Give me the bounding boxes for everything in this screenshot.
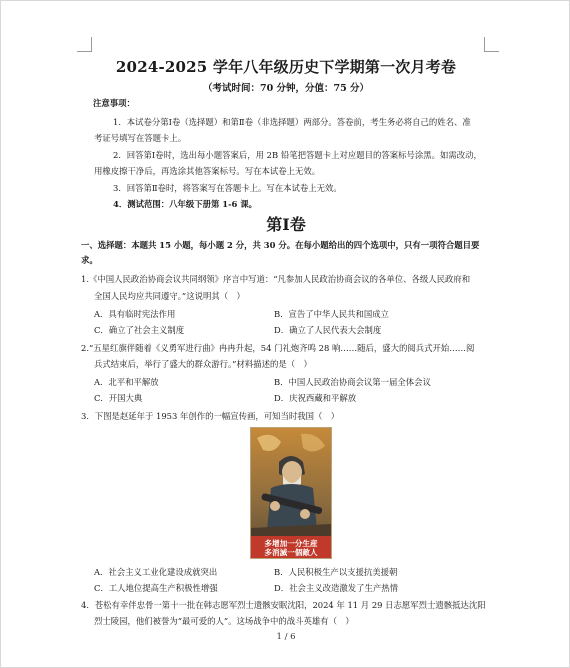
q4-stem-cont: 烈士陵园，他们被誉为“最可爱的人”。这场战争中的战斗英雄有（ ）	[94, 616, 354, 626]
q4-stem: 4．苍松有幸伴忠骨一第十一批在韩志愿军烈士遗骸安眠沈阳，2024 年 11 月 29 日志愿军烈士遗骸抵达沈阳	[81, 600, 486, 610]
exam-title: 2024-2025 学年八年级历史下学期第一次月考卷	[115, 58, 457, 76]
section-title: 第Ⅰ卷	[266, 215, 306, 234]
note-4: 4．测试范围：八年级下册第 1-6 课。	[113, 199, 258, 209]
q3-option-b: B．人民积极生产以支援抗美援朝	[274, 567, 398, 577]
page-number: 1 / 6	[276, 632, 296, 642]
crop-mark-left	[77, 37, 92, 52]
note-1-cont: 考证号填写在答题卡上。	[94, 133, 187, 143]
q1-option-d: D．确立了人民代表大会制度	[274, 325, 382, 335]
notes-heading: 注意事项：	[93, 98, 135, 108]
q1-option-a: A．具有临时宪法作用	[94, 309, 176, 319]
q1-option-c: C．确立了社会主义制度	[94, 325, 185, 335]
q2-option-d: D．庆祝西藏和平解放	[274, 393, 357, 403]
crop-mark-right	[484, 37, 499, 52]
q3-option-c: C．工人地位提高生产积极性增强	[94, 583, 218, 593]
q2-option-a: A．北平和平解放	[94, 377, 159, 387]
poster-caption-line2: 多消滅一個敵人	[264, 548, 318, 557]
q2-option-c: C．开国大典	[94, 393, 143, 403]
q2-stem: 2.“五星红旗伴随着《义勇军进行曲》冉冉升起，54 门礼炮齐鸣 28 响……随后，盛大的阅兵式开始……阅	[81, 343, 475, 353]
q1-stem: 1.《中国人民政治协商会议共同纲领》序言中写道：“凡参加人民政治协商会议的各单位、各级人民政府和	[81, 274, 471, 284]
q2-stem-cont: 兵式结束后，举行了盛大的群众游行。”材料描述的是（ ）	[94, 359, 312, 369]
section-instruction: 一、选择题：本题共 15 小题，每小题 2 分，共 30 分。在每小题给出的四个选项中，只有一项符合题目要	[81, 240, 480, 250]
q1-stem-cont: 全国人民均应共同遵守。”这说明其（ ）	[94, 291, 245, 301]
q1-option-b: B．宣告了中华人民共和国成立	[274, 309, 390, 319]
note-3: 3．回答第Ⅱ卷时，将答案写在答题卡上。写在本试卷上无效。	[113, 183, 342, 193]
poster-caption-line1: 多增加一分生産	[264, 539, 318, 548]
section-instruction-cont: 求。	[81, 255, 98, 265]
note-2-cont: 用橡皮擦干净后，再选涂其他答案标号。写在本试卷上无效。	[94, 166, 321, 176]
q3-stem: 3．下图是赵延年于 1953 年创作的一幅宣传画，可知当时我国（ ）	[81, 411, 340, 421]
propaganda-poster	[250, 427, 332, 559]
note-2: 2．回答第Ⅰ卷时，选出每小题答案后，用 2B 铅笔把答题卡上对应题目的答案标号涂黑。如需改动，	[113, 150, 482, 160]
q3-option-d: D．社会主义改造激发了生产热情	[274, 583, 398, 593]
note-1: 1．本试卷分第Ⅰ卷（选择题）和第Ⅱ卷（非选择题）两部分。答卷前，考生务必将自己的姓名、准	[113, 117, 471, 127]
q2-option-b: B．中国人民政治协商会议第一届全体会议	[274, 377, 431, 387]
exam-subtitle: （考试时间：70 分钟，分值：75 分）	[202, 83, 370, 94]
q3-option-a: A．社会主义工业化建设成就突出	[94, 567, 218, 577]
